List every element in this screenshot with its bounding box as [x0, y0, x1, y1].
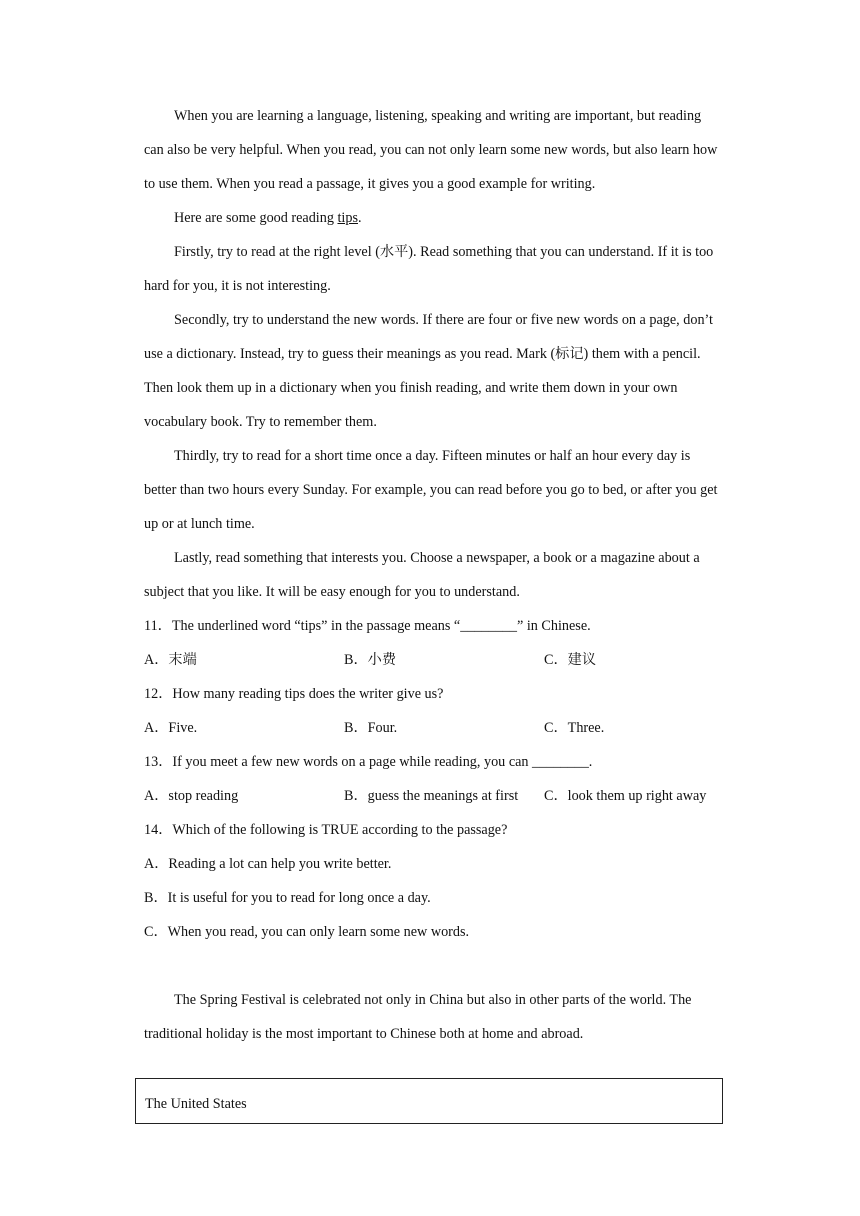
passage1-paragraph-2: [144, 201, 724, 235]
p2-text-after: .: [357, 210, 362, 226]
q13-option-c[interactable]: C．look them up right away: [544, 788, 707, 804]
passage1-paragraph-3: Firstly, try to read at the right level (水平). Read something that you can understand. If it is too hard for you, it is not interesting.: [144, 244, 714, 294]
question-11: 11．The underlined word “tips” in the passage means “________” in Chinese.: [144, 618, 591, 634]
passage2-paragraph-1: The Spring Festival is celebrated not only in China but also in other parts of the world. The traditional holiday is the most important to Chinese both at home and abroad.: [144, 992, 692, 1042]
q12-option-a[interactable]: A．Five.: [144, 720, 198, 736]
question-11-options: [144, 643, 724, 677]
passage1-paragraph-5: Thirdly, try to read for a short time once a day. Fifteen minutes or half an hour every day is better than two hours every Sunday. For example, you can read before you go to bed, or after you get up or at lunch time.: [144, 448, 718, 532]
passage1-paragraph-1: When you are learning a language, listening, speaking and writing are important, but reading can also be very helpful. When you read, you can not only learn some new words, but also learn how to use them. When you read a passage, it gives you a good example for writing.: [144, 108, 718, 192]
q12-option-b[interactable]: B．Four.: [344, 720, 398, 736]
q14-option-a[interactable]: A．Reading a lot can help you write better.: [144, 856, 392, 872]
passage1-paragraph-6: Lastly, read something that interests you. Choose a newspaper, a book or a magazine about a subject that you like. It will be easy enough for you to understand.: [144, 550, 700, 600]
question-14: 14．Which of the following is TRUE according to the passage?: [144, 822, 508, 838]
q14-option-b[interactable]: B．It is useful for you to read for long once a day.: [144, 890, 431, 906]
p2-text-before: Here are some good reading: [174, 210, 338, 226]
q14-option-c[interactable]: C．When you read, you can only learn some new words.: [144, 924, 470, 940]
question-13-options: [144, 779, 724, 813]
q11-option-a[interactable]: A．末端: [144, 652, 197, 668]
q12-option-c[interactable]: C．Three.: [544, 720, 605, 736]
section-spacer: [144, 949, 724, 983]
document-page: [144, 99, 724, 1051]
question-13: 13．If you meet a few new words on a page while reading, you can ________.: [144, 754, 593, 770]
table-cell-text: The United States: [145, 1096, 247, 1112]
question-12-options: [144, 711, 724, 745]
q13-option-b[interactable]: B．guess the meanings at first: [344, 788, 519, 804]
passage1-paragraph-4: Secondly, try to understand the new words. If there are four or five new words on a page, don’t use a dictionary. Instead, try to guess their meanings as you read. Mark (标记) them with a pencil. Then look them up in a dictionary when you finish reading, and write them down in your own vocabulary book. Try to remember them.: [144, 312, 713, 430]
q11-option-b[interactable]: B．小费: [344, 652, 397, 668]
q11-option-c[interactable]: C．建议: [544, 652, 597, 668]
question-12: 12．How many reading tips does the writer give us?: [144, 686, 444, 702]
table-box: [135, 1078, 723, 1124]
q13-option-a[interactable]: A．stop reading: [144, 788, 239, 804]
underlined-word-tips: tips: [337, 210, 358, 226]
